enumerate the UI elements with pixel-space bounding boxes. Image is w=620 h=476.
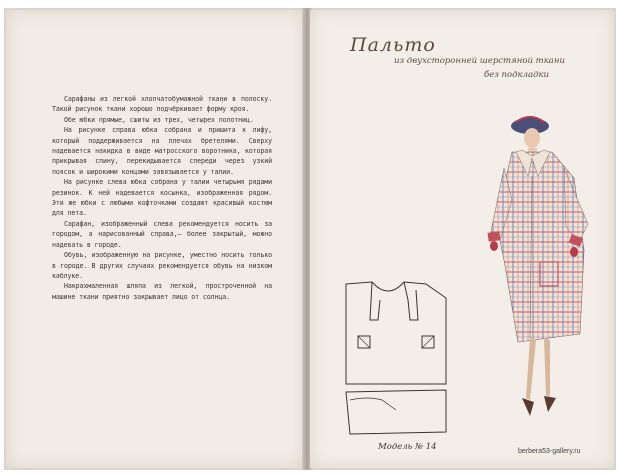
legs [522, 338, 556, 416]
paragraph: Накрахмаленная шляпа из легкой, простроченной на машине ткани приятно закрывает лицо от солнца. [52, 282, 272, 301]
coat [488, 150, 588, 342]
paragraph: На рисунке слева юбка собрана у талии четырьмя рядами резинок. К ней надевается косынка, изображенная рядом. Эти же юбки с любыми кофточками создают красивый костюм для лета. [52, 178, 272, 218]
paragraph: Сарафан, изображенный слева рекомендуется носить за городом, а нарисованный справа,— более закрытый, можно надевать в городе. [52, 219, 272, 249]
title-main: Пальто [350, 34, 436, 56]
model-caption: Модель № 14 [378, 442, 437, 452]
paragraph: Обе юбки прямые, сшиты из трех, четырех полотниц. [64, 115, 254, 124]
paragraph: Сарафаны из легкой хлопчатобумажной ткани в полоску. Такой рисунок ткани хорошо подчёркивает форму кроя. [52, 95, 272, 114]
title-subline-1: из двухсторонней шерстяной ткани [394, 56, 565, 66]
watermark-text: berbera53-gallery.ru [518, 448, 581, 455]
paragraph: На рисунке справа юбка собрана и пришита к лифу, который поддерживается на плечах бретелями. Сверху надевается накидка в виде матросского воротника, которая прикрывая спину, перекидывается спереди через узкий поясок и широкими концами завязывается у талии. [52, 126, 272, 176]
title-subline-2: без подкладки [484, 70, 550, 80]
pattern-piece-coat-front [346, 282, 446, 384]
pattern-piece-sleeve [346, 390, 446, 434]
paragraph: Обувь, изображенную на рисунке, уместно носить только в городе. В других случаях рекомендуется обувь на низком каблуке. [52, 251, 272, 280]
